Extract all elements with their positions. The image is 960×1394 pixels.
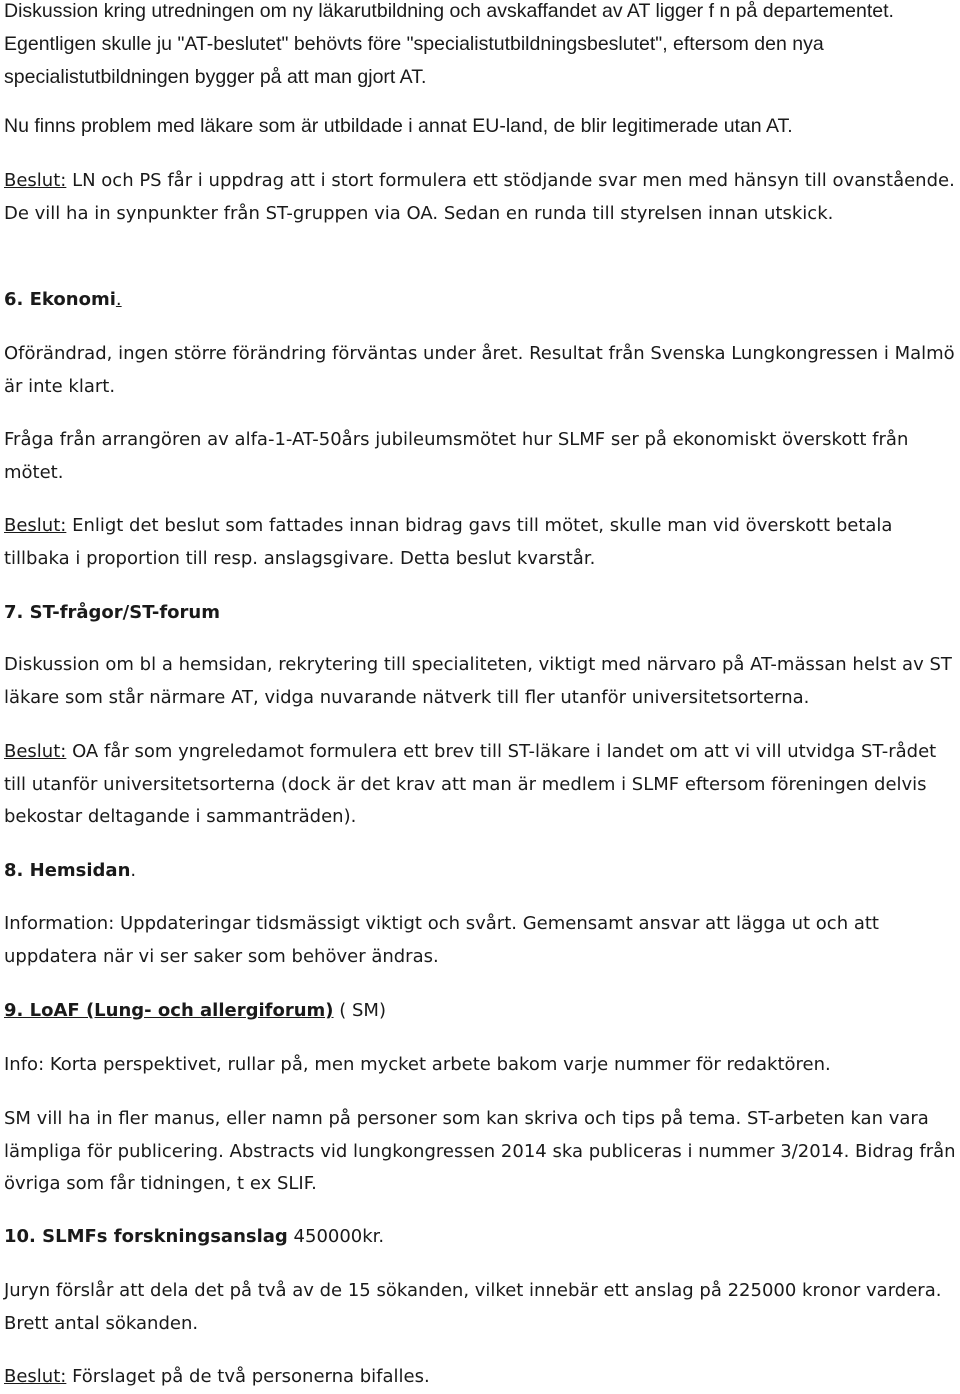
decision-label: Beslut: — [4, 170, 67, 191]
eu-text: Nu finns problem med läkare som är utbildade i annat EU-land, de blir legitimerade utan AT. — [4, 115, 793, 137]
section-10-title-suffix: 450000kr. — [287, 1226, 385, 1247]
section-9-text-1: Info: Korta perspektivet, rullar på, men mycket arbete bakom varje nummer för redaktören. — [4, 1054, 831, 1075]
section-9-paragraph-1 — [4, 1049, 956, 1082]
section-10-title: 10. SLMFs forskningsanslag — [4, 1226, 288, 1247]
section-8-title: 8. Hemsidan — [4, 860, 131, 881]
section-10-decision-text: Förslaget på de två personerna bifalles. — [66, 1366, 430, 1387]
section-6-paragraph-2 — [4, 424, 956, 489]
section-9-heading — [4, 995, 956, 1028]
section-7-decision-text: OA får som yngreledamot formulera ett brev till ST-läkare i landet om att vi vill utvidga ST-rådet till utanför universitetsorterna (dock är det krav att man är medlem i SLMF eftersom föreningen delvis bekostar deltagande i sammanträden). — [4, 741, 937, 827]
section-8-paragraph-1 — [4, 908, 956, 973]
decision-text: LN och PS får i uppdrag att i stort formulera ett stödjande svar men med hänsyn till ovanstående. De vill ha in synpunkter från ST-gruppen via OA. Sedan en runda till styrelsen innan utskick. — [4, 170, 955, 224]
section-10-text-1: Juryn förslår att dela det på två av de 15 sökanden, vilket innebär ett anslag på 225000 kronor vardera. Brett antal sökanden. — [4, 1280, 942, 1334]
beslut-paragraph-1 — [4, 165, 956, 230]
decision-label: Beslut: — [4, 741, 67, 762]
section-8-title-dot: . — [130, 860, 137, 881]
intro-text: Diskussion kring utredningen om ny läkarutbildning och avskaffandet av AT ligger f n på departementet. Egentligen skulle ju "AT-beslutet" behövts före "specialistutbildningsbeslutet", eftersom den nya specialistutbildningen bygger på att man gjort AT. — [4, 0, 894, 88]
section-7-text-1: Diskussion om bl a hemsidan, rekrytering till specialiteten, viktigt med närvaro på AT-mässan helst av ST läkare som står närmare AT, vidga nuvarande nätverk till fler utanför universitetsorterna. — [4, 654, 952, 708]
section-10-heading — [4, 1221, 956, 1254]
decision-label: Beslut: — [4, 1366, 67, 1387]
decision-label: Beslut: — [4, 515, 67, 536]
section-7-decision — [4, 736, 956, 834]
section-7-title: 7. ST-frågor/ST-forum — [4, 602, 220, 623]
section-6-text-2: Fråga från arrangören av alfa-1-AT-50års jubileumsmötet hur SLMF ser på ekonomiskt överskott från mötet. — [4, 429, 909, 483]
section-8-text-1: Information: Uppdateringar tidsmässigt viktigt och svårt. Gemensamt ansvar att lägga ut och att uppdatera när vi ser saker som behöver ändras. — [4, 913, 879, 967]
section-10-decision — [4, 1361, 956, 1394]
section-9-paragraph-2 — [4, 1103, 956, 1201]
eu-paragraph — [4, 110, 956, 143]
section-7-paragraph-1 — [4, 649, 956, 714]
section-10-paragraph-1 — [4, 1275, 956, 1340]
section-9-title: 9. LoAF (Lung- och allergiforum) — [4, 1000, 334, 1021]
intro-paragraph — [4, 0, 956, 94]
section-6-title-dot: . — [115, 289, 122, 310]
section-6-title: 6. Ekonomi — [4, 289, 116, 310]
section-6-text-1: Oförändrad, ingen större förändring förväntas under året. Resultat från Svenska Lungkongressen i Malmö är inte klart. — [4, 343, 955, 397]
section-8-heading — [4, 855, 956, 888]
section-6-heading — [4, 284, 956, 317]
section-9-text-2: SM vill ha in fler manus, eller namn på personer som kan skriva och tips på tema. ST-arbeten kan vara lämpliga för publicering. Abstracts vid lungkongressen 2014 ska publiceras i nummer 3/2014. Bidrag från övriga som får tidningen, t ex SLIF. — [4, 1108, 956, 1194]
section-7-heading — [4, 597, 956, 630]
section-6-decision-text: Enligt det beslut som fattades innan bidrag gavs till mötet, skulle man vid överskott betala tillbaka i proportion till resp. anslagsgivare. Detta beslut kvarstår. — [4, 515, 893, 569]
section-9-title-suffix: ( SM) — [333, 1000, 386, 1021]
section-6-paragraph-1 — [4, 338, 956, 403]
section-6-decision — [4, 510, 956, 575]
